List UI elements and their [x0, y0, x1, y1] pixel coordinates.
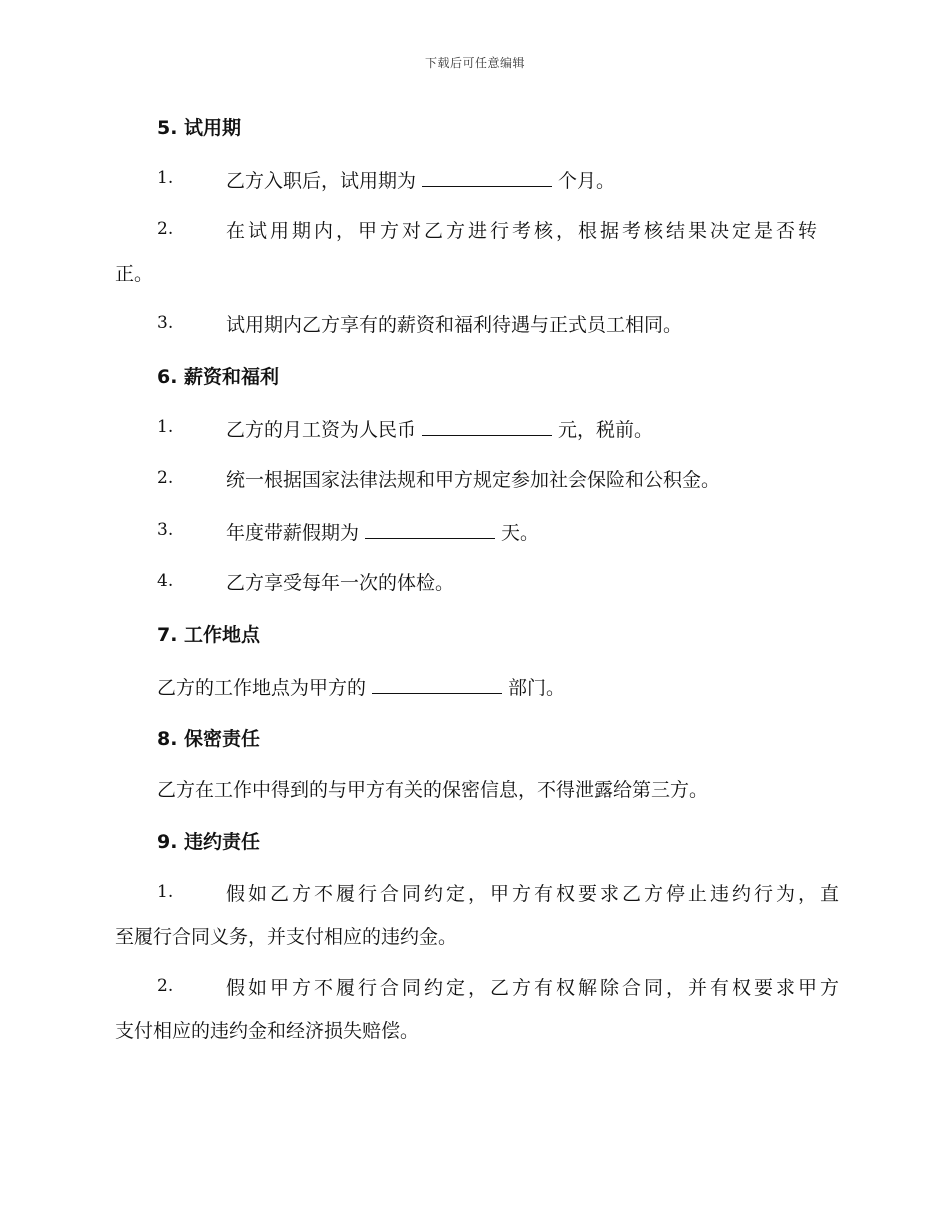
fill-in-blank[interactable] [422, 417, 552, 436]
paragraph: 乙方在工作中得到的与甲方有关的保密信息，不得泄露给第三方。 [157, 779, 709, 801]
section-title-breach: 9. 违约责任 [157, 831, 261, 853]
item-text: 在试用期内，甲方对乙方进行考核，根据考核结果决定是否转 [226, 220, 821, 242]
fill-in-blank[interactable] [365, 520, 495, 539]
list-item [0, 468, 950, 492]
item-number: 3. [157, 520, 174, 540]
item-text [226, 168, 615, 193]
fill-in-blank[interactable] [422, 168, 552, 187]
list-item [0, 882, 950, 906]
item-text [226, 520, 539, 545]
page-header: 下载后可任意编辑 [424, 56, 525, 70]
list-item [0, 313, 950, 337]
item-text-after: 天。 [501, 522, 540, 544]
item-text: 试用期内乙方享有的薪资和福利待遇与正式员工相同。 [226, 314, 683, 336]
paragraph-text-after: 部门。 [508, 677, 566, 699]
item-text [226, 417, 653, 442]
item-text-after: 元，税前。 [558, 419, 654, 441]
list-item [0, 219, 950, 243]
item-text-before: 年度带薪假期为 [226, 522, 360, 544]
item-number: 2. [157, 976, 174, 996]
list-item [0, 520, 950, 544]
item-number: 3. [157, 313, 174, 333]
list-item [0, 976, 950, 1000]
item-text-continued: 至履行合同义务，并支付相应的违约金。 [115, 926, 458, 948]
list-item [0, 168, 950, 192]
item-text: 假如乙方不履行合同约定，甲方有权要求乙方停止违约行为，直 [226, 883, 843, 905]
item-text-before: 乙方入职后，试用期为 [226, 170, 417, 192]
paragraph [157, 675, 565, 700]
item-text-before: 乙方的月工资为人民币 [226, 419, 417, 441]
section-title-confidentiality: 8. 保密责任 [157, 728, 261, 750]
paragraph-text-before: 乙方的工作地点为甲方的 [157, 677, 367, 699]
item-text-continued: 支付相应的违约金和经济损失赔偿。 [115, 1020, 420, 1042]
item-text: 假如甲方不履行合同约定，乙方有权解除合同，并有权要求甲方 [226, 977, 843, 999]
fill-in-blank[interactable] [372, 675, 502, 694]
section-title-probation: 5. 试用期 [157, 117, 242, 139]
item-text-after: 个月。 [558, 170, 616, 192]
item-number: 2. [157, 219, 174, 239]
item-text: 统一根据国家法律法规和甲方规定参加社会保险和公积金。 [226, 469, 721, 491]
item-number: 1. [157, 417, 174, 437]
item-text: 乙方享受每年一次的体检。 [226, 572, 455, 594]
list-item [0, 571, 950, 595]
item-number: 1. [157, 882, 174, 902]
item-number: 1. [157, 168, 174, 188]
item-text-continued: 正。 [115, 263, 154, 285]
item-number: 4. [157, 571, 174, 591]
list-item [0, 417, 950, 441]
section-title-salary: 6. 薪资和福利 [157, 366, 280, 388]
item-number: 2. [157, 468, 174, 488]
section-title-workplace: 7. 工作地点 [157, 624, 261, 646]
